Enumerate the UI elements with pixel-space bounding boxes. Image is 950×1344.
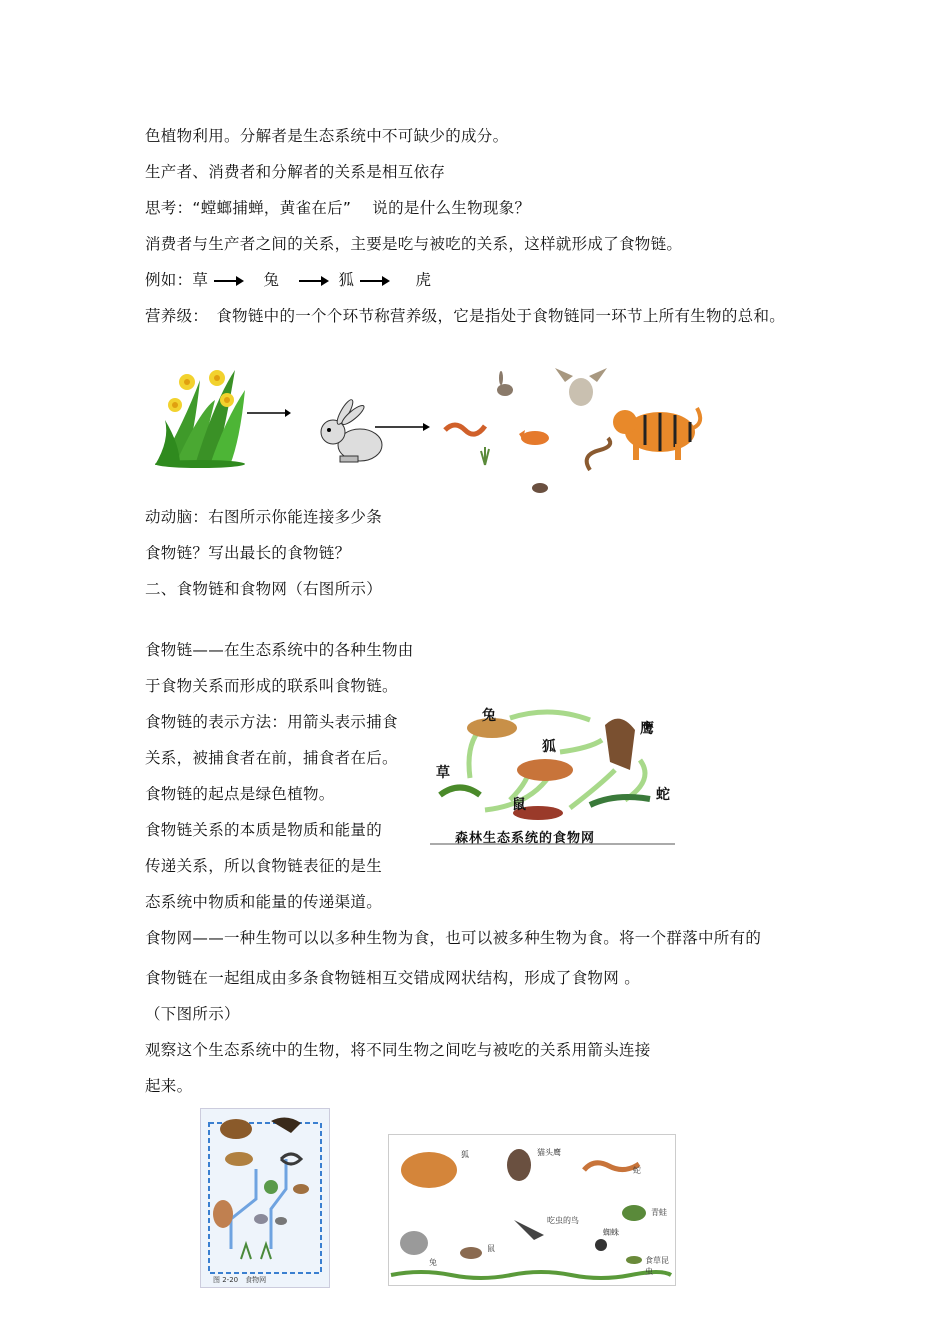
label-insect: 食草昆虫 — [645, 1256, 669, 1276]
essence-1: 食物链关系的本质是物质和能量的 — [145, 821, 383, 839]
label-mouse: 鼠 — [512, 797, 526, 813]
insect-icon — [626, 1256, 642, 1264]
forest-food-web-figure — [430, 700, 680, 848]
fox-icon — [519, 430, 549, 445]
worm-icon — [445, 425, 485, 434]
section-heading: 二、食物链和食物网（右图所示） — [145, 580, 383, 598]
plant-icon — [481, 447, 489, 465]
snake-icon — [587, 438, 611, 470]
spider-icon — [595, 1239, 607, 1251]
example-prefix: 例如：草 — [145, 271, 209, 289]
food-chain-definition-2: 于食物关系而形成的联系叫食物链。 — [145, 677, 398, 695]
label-owl: 猫头鹰 — [537, 1148, 561, 1157]
example-chain — [145, 270, 431, 290]
observe-instruction-1: 观察这个生态系统中的生物，将不同生物之间吃与被吃的关系用箭头连接 — [145, 1041, 651, 1059]
frog-icon — [622, 1205, 646, 1221]
food-chain-illustration — [155, 360, 705, 500]
snake-icon — [281, 1154, 301, 1164]
fox-icon — [517, 759, 573, 781]
mouse-icon — [275, 1217, 287, 1225]
grass-icon — [440, 788, 480, 796]
figure-caption: 森林生态系统的食物网 — [455, 831, 596, 846]
deer-icon — [213, 1200, 233, 1228]
left-figure-caption: 图 2-20 食物网 — [213, 1276, 267, 1284]
bird-icon — [293, 1184, 309, 1194]
representation-1: 食物链的表示方法：用箭头表示捕食 — [145, 713, 398, 731]
grass-icon — [155, 370, 245, 468]
observe-instruction-2: 起来。 — [145, 1077, 193, 1095]
owl-icon — [555, 368, 607, 406]
arrow-icon — [360, 280, 388, 282]
fox-icon — [401, 1152, 457, 1188]
snake-icon — [590, 797, 650, 805]
label-eagle: 鹰 — [640, 721, 654, 737]
example-tiger: 虎 — [415, 271, 432, 289]
label-rabbit: 兔 — [482, 708, 496, 724]
label-mouse: 鼠 — [487, 1244, 495, 1253]
trophic-level-definition: 营养级： 食物链中的一个个环节称营养级，它是指处于食物链同一环节上所有生物的总和。 — [145, 307, 786, 325]
label-frog: 青蛙 — [651, 1208, 667, 1217]
label-bird: 吃虫的鸟 — [547, 1216, 579, 1225]
label-snake: 蛇 — [656, 787, 670, 803]
tiger-icon — [613, 408, 700, 460]
rabbit-icon — [254, 1214, 268, 1224]
starting-point: 食物链的起点是绿色植物。 — [145, 785, 335, 803]
label-snake: 蛇 — [633, 1166, 641, 1175]
arrow-icon — [299, 280, 327, 282]
eagle-icon — [271, 1117, 301, 1133]
rabbit-icon — [400, 1231, 428, 1255]
frog-icon — [264, 1180, 278, 1194]
rabbit-icon — [321, 398, 382, 462]
label-fox: 狐 — [542, 739, 556, 755]
food-web-definition-1: 食物网——一种生物可以以多种生物为食，也可以被多种生物为食。将一个群落中所有的 — [145, 929, 762, 947]
example-rabbit: 兔 — [263, 271, 280, 289]
arrow-icon — [214, 280, 242, 282]
think-prompt-1: 动动脑：右图所示你能连接多少条 — [145, 508, 383, 526]
label-fox: 狐 — [461, 1150, 469, 1159]
text-line-2: 生产者、消费者和分解者的关系是相互依存 — [145, 163, 446, 181]
owl-icon — [507, 1149, 531, 1181]
mouse-icon — [532, 483, 548, 493]
see-below: （下图所示） — [145, 1005, 240, 1023]
eagle-icon — [605, 719, 635, 770]
bear-icon — [220, 1119, 252, 1139]
textbook-food-web-figure — [200, 1108, 330, 1288]
essence-3: 态系统中物质和能量的传递渠道。 — [145, 893, 383, 911]
mouse-icon — [460, 1247, 482, 1259]
text-line-1: 色植物利用。分解者是生态系统中不可缺少的成分。 — [145, 127, 509, 145]
organism-connection-figure — [388, 1134, 676, 1286]
food-chain-definition-1: 食物链——在生态系统中的各种生物由 — [145, 641, 414, 659]
representation-2: 关系，被捕食者在前，捕食者在后。 — [145, 749, 398, 767]
snake-icon — [584, 1163, 639, 1170]
grass-icon — [391, 1272, 671, 1278]
label-spider: 蜘蛛 — [603, 1228, 619, 1237]
label-rabbit: 兔 — [429, 1258, 437, 1267]
essence-2: 传递关系，所以食物链表征的是生 — [145, 857, 383, 875]
think-prompt-2: 食物链？写出最长的食物链？ — [145, 544, 351, 562]
food-web-definition-2: 食物链在一起组成由多条食物链相互交错成网状结构，形成了食物网 。 — [145, 969, 641, 987]
label-grass: 草 — [436, 765, 450, 781]
example-fox: 狐 — [338, 271, 355, 289]
plant-icon — [241, 1244, 271, 1259]
text-line-4: 消费者与生产者之间的关系，主要是吃与被吃的关系，这样就形成了食物链。 — [145, 235, 683, 253]
bird-icon — [514, 1220, 544, 1240]
wolf-icon — [225, 1152, 253, 1166]
think-question: 思考：“螳螂捕蝉，黄雀在后” 说的是什么生物现象？ — [145, 199, 531, 217]
small-rabbit-icon — [497, 371, 513, 396]
